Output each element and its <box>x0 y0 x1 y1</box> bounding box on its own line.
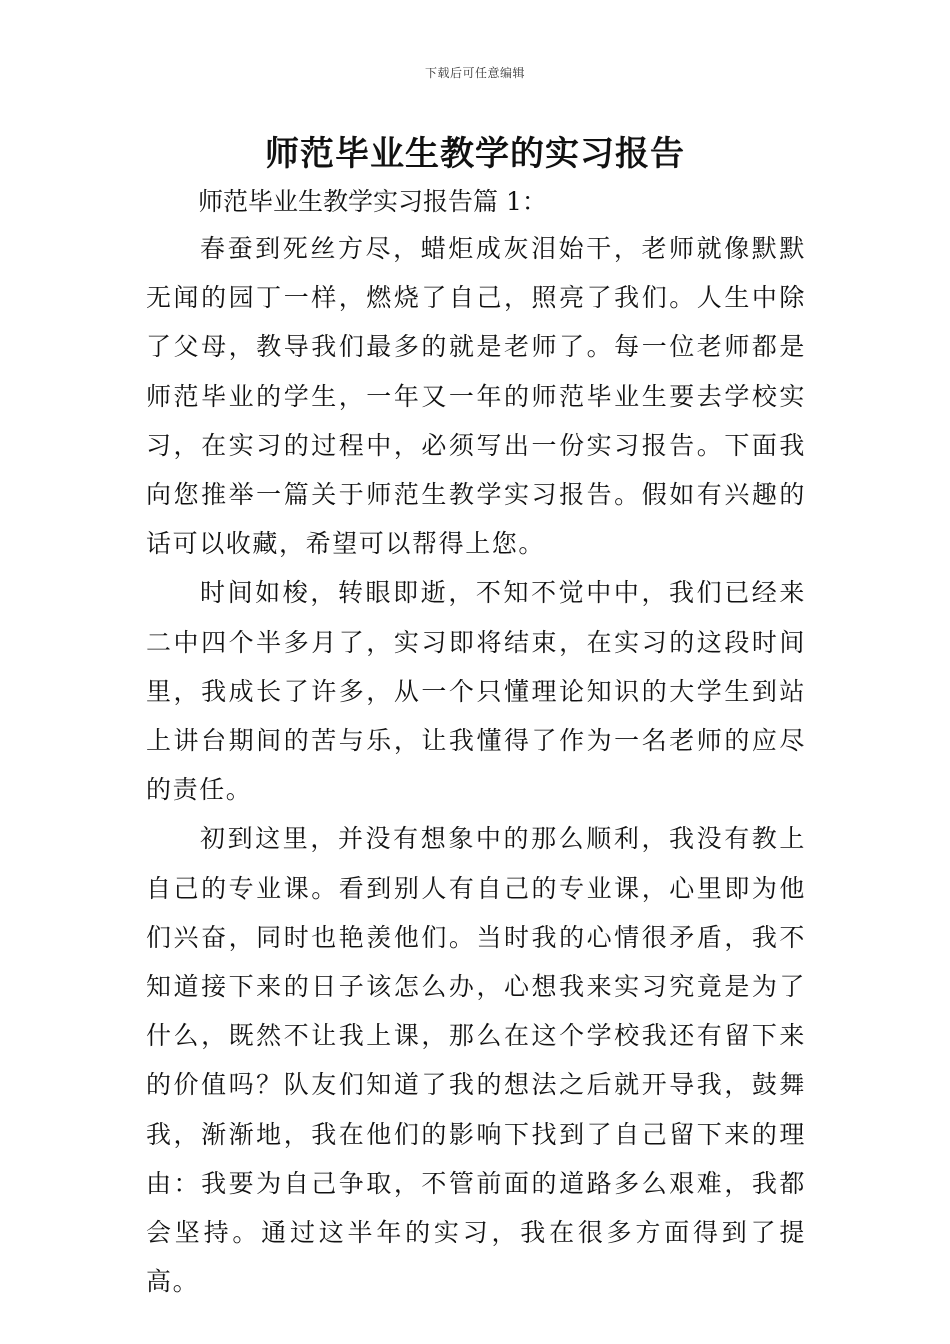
section-label: 师范毕业生教学实习报告篇 1： <box>198 187 547 216</box>
paragraph-arrival: 初到这里，并没有想象中的那么顺利，我没有教上自己的专业课。看到别人有自己的专业课，心里即为他们兴奋，同时也艳羡他们。当时我的心情很矛盾，我不知道接下来的日子该怎么办，心想我来实习究竟是为了什么，既然不让我上课，那么在这个学校我还有留下来的价值吗？队友们知道了我的想法之后就开导我，鼓舞我，渐渐地，我在他们的影响下找到了自己留下来的理由：我要为自己争取，不管前面的道路多么艰难，我都会坚持。通过这半年的实习，我在很多方面得到了提高。 <box>146 824 806 1297</box>
document-title: 师范毕业生教学的实习报告 <box>265 134 685 174</box>
body-text <box>146 224 806 1306</box>
paragraph-intro: 春蚕到死丝方尽，蜡炬成灰泪始干，老师就像默默无闻的园丁一样，燃烧了自己，照亮了我们。人生中除了父母，教导我们最多的就是老师了。每一位老师都是师范毕业的学生，一年又一年的师范毕业生要去学校实习，在实习的过程中，必须写出一份实习报告。下面我向您推举一篇关于师范生教学实习报告。假如有兴趣的话可以收藏，希望可以帮得上您。 <box>146 234 806 559</box>
header-note: 下载后可任意编辑 <box>424 66 525 80</box>
paragraph-time: 时间如梭，转眼即逝，不知不觉中中，我们已经来二中四个半多月了，实习即将结束，在实习的这段时间里，我成长了许多，从一个只懂理论知识的大学生到站上讲台期间的苦与乐，让我懂得了作为一名老师的应尽的责任。 <box>146 578 806 805</box>
